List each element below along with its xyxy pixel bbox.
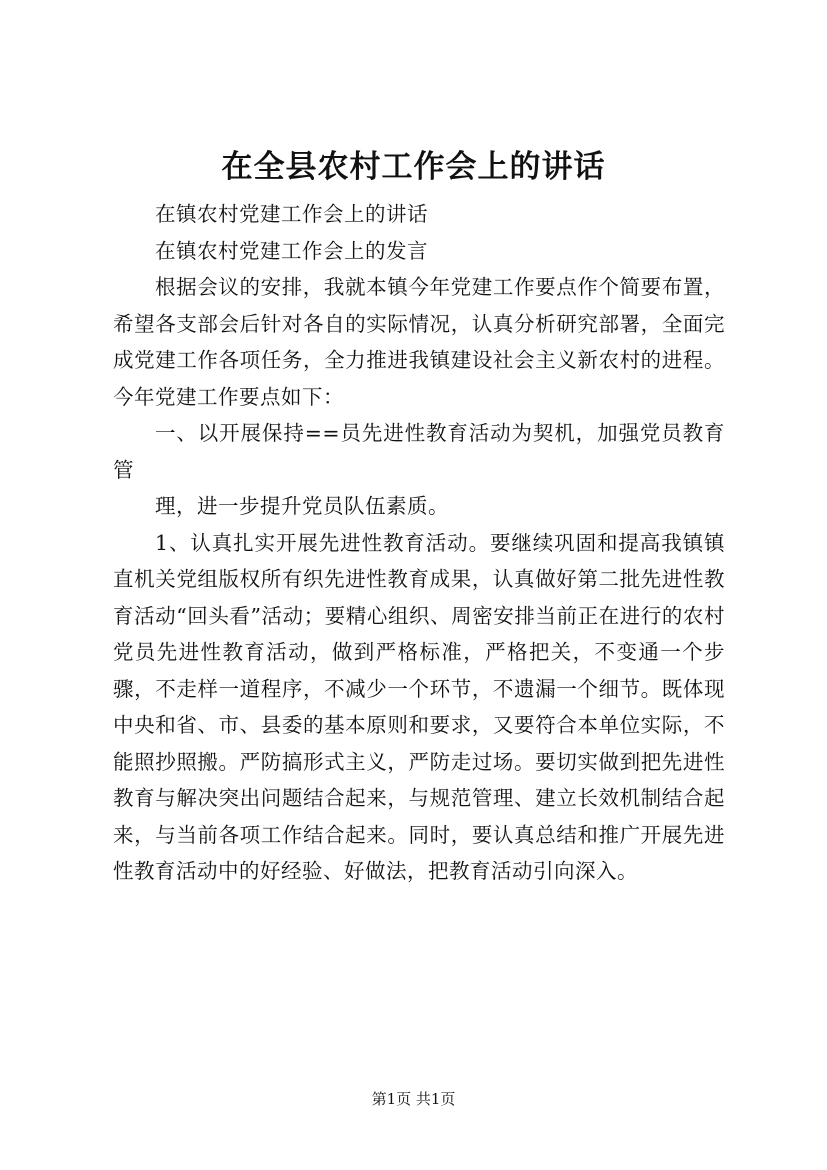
paragraph-item-1: 1、认真扎实开展先进性教育活动。要继续巩固和提高我镇镇直机关党组版权所有织先进性教育成果，认真做好第二批先进性教育活动“回头看”活动；要精心组织、周密安排当前正在进行的农村党员先进性教育活动，做到严格标准，严格把关，不变通一个步骤，不走样一道程序，不减少一个环节，不遗漏一个细节。既体现中央和省、市、县委的基本原则和要求，又要符合本单位实际，不能照抄照搬。严防搞形式主义，严防走过场。要切实做到把先进性教育与解决突出问题结合起来，与规范管理、建立长效机制结合起来，与当前各项工作结合起来。同时，要认真总结和推广开展先进性教育活动中的好经验、好做法，把教育活动引向深入。 bbox=[113, 530, 725, 883]
paragraph-intro: 根据会议的安排，我就本镇今年党建工作要点作个简要布置，希望各支部会后针对各自的实际情况，认真分析研究部署，全面完成党建工作各项任务，全力推进我镇建设社会主义新农村的进程。今年党建工作要点如下： bbox=[113, 275, 725, 409]
paragraph-subtitle-1: 在镇农村党建工作会上的讲话 bbox=[155, 202, 428, 226]
paragraph-section-heading: 一、以开展保持==员先进性教育活动为契机，加强党员教育管 bbox=[113, 421, 725, 482]
paragraph-subtitle-2: 在镇农村党建工作会上的发言 bbox=[155, 238, 428, 263]
document-title: 在全县农村工作会上的讲话 bbox=[221, 149, 606, 185]
page-footer: 第1页 共1页 bbox=[371, 1090, 456, 1108]
document-body bbox=[113, 196, 725, 890]
paragraph-section-heading-cont: 理，进一步提升党员队伍素质。 bbox=[155, 494, 449, 518]
